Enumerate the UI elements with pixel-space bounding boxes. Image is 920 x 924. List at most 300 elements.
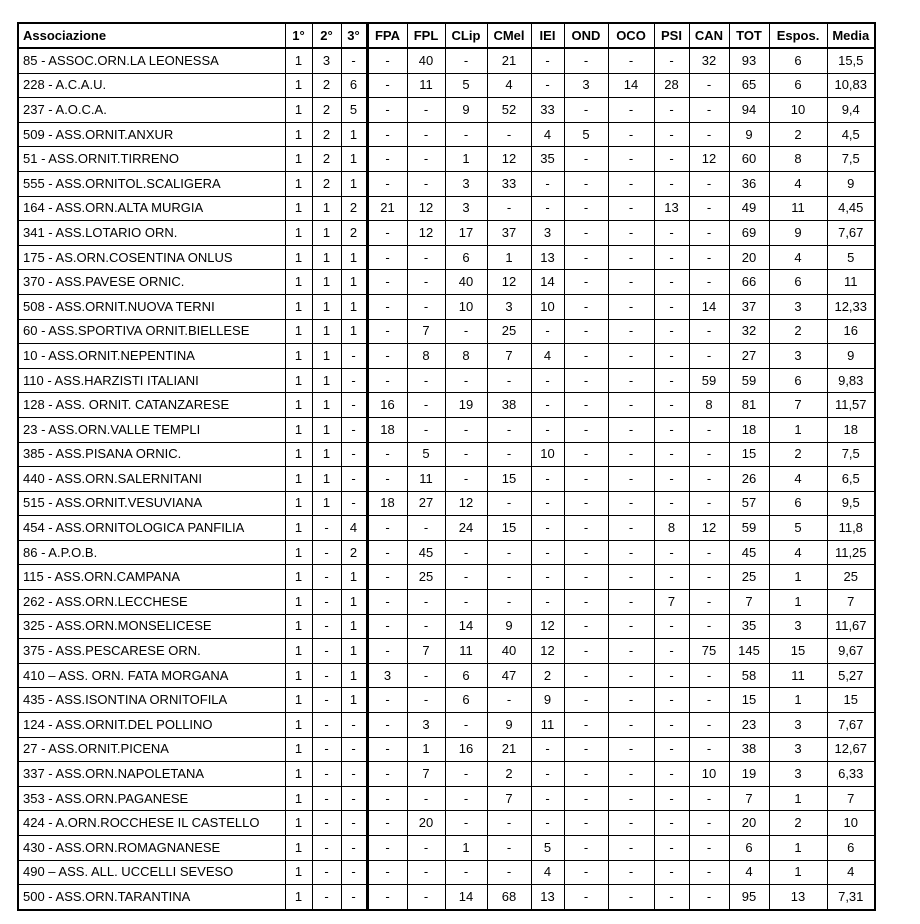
value-cell: - (689, 467, 729, 492)
value-cell: - (608, 417, 654, 442)
value-cell: 7 (407, 639, 445, 664)
value-cell: - (531, 368, 564, 393)
value-cell: - (608, 48, 654, 73)
value-cell: - (367, 590, 407, 615)
value-cell: - (654, 147, 689, 172)
value-cell: - (608, 786, 654, 811)
value-cell: - (689, 344, 729, 369)
value-cell: - (608, 221, 654, 246)
value-cell: - (654, 442, 689, 467)
value-cell: 1 (285, 48, 312, 73)
table-row (18, 48, 875, 73)
value-cell: 13 (654, 196, 689, 221)
value-cell: - (341, 344, 367, 369)
value-cell: - (445, 590, 487, 615)
value-cell: - (608, 885, 654, 910)
value-cell: - (564, 516, 608, 541)
value-cell: - (654, 540, 689, 565)
value-cell: - (407, 147, 445, 172)
value-cell: - (531, 491, 564, 516)
value-cell: 4,45 (827, 196, 875, 221)
value-cell: - (654, 344, 689, 369)
value-cell: - (608, 393, 654, 418)
value-cell: 1 (285, 442, 312, 467)
column-header: FPA (367, 23, 407, 48)
value-cell: 1 (341, 270, 367, 295)
value-cell: - (367, 171, 407, 196)
value-cell: - (407, 171, 445, 196)
value-cell: 5 (407, 442, 445, 467)
value-cell: - (654, 368, 689, 393)
value-cell: - (608, 688, 654, 713)
value-cell: - (564, 344, 608, 369)
value-cell: 1 (312, 319, 341, 344)
value-cell: 12 (487, 270, 531, 295)
value-cell: - (341, 762, 367, 787)
value-cell: - (312, 688, 341, 713)
value-cell: - (407, 393, 445, 418)
value-cell: - (608, 491, 654, 516)
value-cell: 4 (531, 122, 564, 147)
value-cell: - (564, 319, 608, 344)
value-cell: 2 (769, 319, 827, 344)
value-cell: - (531, 417, 564, 442)
value-cell: - (312, 762, 341, 787)
value-cell: 38 (729, 737, 769, 762)
value-cell: 58 (729, 663, 769, 688)
value-cell: - (689, 885, 729, 910)
value-cell: - (564, 417, 608, 442)
value-cell: - (608, 860, 654, 885)
value-cell: - (487, 122, 531, 147)
value-cell: - (654, 639, 689, 664)
value-cell: 9 (769, 221, 827, 246)
value-cell: 1 (285, 737, 312, 762)
association-name-cell: 410 – ASS. ORN. FATA MORGANA (18, 663, 285, 688)
value-cell: - (564, 786, 608, 811)
value-cell: - (564, 467, 608, 492)
value-cell: 2 (312, 171, 341, 196)
value-cell: - (608, 270, 654, 295)
value-cell: 8 (769, 147, 827, 172)
value-cell: 1 (285, 245, 312, 270)
value-cell: 1 (445, 147, 487, 172)
value-cell: - (654, 467, 689, 492)
value-cell: 1 (312, 221, 341, 246)
value-cell: - (407, 294, 445, 319)
value-cell: - (564, 171, 608, 196)
value-cell: - (445, 565, 487, 590)
value-cell: 12,33 (827, 294, 875, 319)
value-cell: 2 (312, 147, 341, 172)
value-cell: 11 (769, 196, 827, 221)
value-cell: 10 (769, 98, 827, 123)
value-cell: 3 (367, 663, 407, 688)
value-cell: 66 (729, 270, 769, 295)
value-cell: 1 (285, 540, 312, 565)
value-cell: 7 (827, 786, 875, 811)
value-cell: 10 (445, 294, 487, 319)
value-cell: - (341, 491, 367, 516)
value-cell: - (608, 762, 654, 787)
value-cell: 6 (827, 836, 875, 861)
value-cell: - (564, 196, 608, 221)
value-cell: - (564, 811, 608, 836)
value-cell: - (341, 836, 367, 861)
value-cell: - (689, 786, 729, 811)
value-cell: - (445, 860, 487, 885)
value-cell: 1 (312, 368, 341, 393)
value-cell: 33 (487, 171, 531, 196)
value-cell: 1 (285, 294, 312, 319)
value-cell: 2 (769, 122, 827, 147)
value-cell: 5 (341, 98, 367, 123)
value-cell: - (608, 713, 654, 738)
value-cell: 32 (729, 319, 769, 344)
value-cell: 1 (285, 467, 312, 492)
value-cell: - (564, 663, 608, 688)
value-cell: 2 (312, 73, 341, 98)
value-cell: - (654, 836, 689, 861)
value-cell: 11 (407, 73, 445, 98)
value-cell: - (487, 196, 531, 221)
value-cell: 3 (445, 171, 487, 196)
value-cell: - (445, 762, 487, 787)
table-header-row (18, 23, 875, 48)
value-cell: 1 (285, 417, 312, 442)
value-cell: - (341, 786, 367, 811)
value-cell: - (367, 73, 407, 98)
value-cell: - (608, 467, 654, 492)
table-row (18, 122, 875, 147)
value-cell: 6 (769, 491, 827, 516)
value-cell: - (564, 98, 608, 123)
table-row (18, 467, 875, 492)
value-cell: - (531, 811, 564, 836)
value-cell: 18 (367, 417, 407, 442)
value-cell: - (531, 467, 564, 492)
value-cell: - (564, 885, 608, 910)
value-cell: - (407, 122, 445, 147)
value-cell: 15 (487, 516, 531, 541)
value-cell: 49 (729, 196, 769, 221)
value-cell: 60 (729, 147, 769, 172)
value-cell: - (689, 540, 729, 565)
value-cell: - (407, 614, 445, 639)
value-cell: 12 (531, 614, 564, 639)
value-cell: - (367, 368, 407, 393)
value-cell: 1 (341, 688, 367, 713)
value-cell: - (564, 245, 608, 270)
value-cell: - (689, 270, 729, 295)
value-cell: 1 (312, 417, 341, 442)
value-cell: 1 (285, 344, 312, 369)
value-cell: - (367, 811, 407, 836)
value-cell: 145 (729, 639, 769, 664)
association-name-cell: 60 - ASS.SPORTIVA ORNIT.BIELLESE (18, 319, 285, 344)
value-cell: 1 (769, 860, 827, 885)
value-cell: - (487, 368, 531, 393)
value-cell: - (407, 860, 445, 885)
value-cell: 1 (285, 491, 312, 516)
table-row (18, 98, 875, 123)
value-cell: - (341, 393, 367, 418)
value-cell: 1 (407, 737, 445, 762)
column-header: Associazione (18, 23, 285, 48)
value-cell: - (564, 221, 608, 246)
value-cell: 10 (531, 294, 564, 319)
value-cell: 6 (769, 270, 827, 295)
value-cell: - (608, 122, 654, 147)
value-cell: 9 (531, 688, 564, 713)
results-table (17, 22, 876, 911)
value-cell: 57 (729, 491, 769, 516)
value-cell: 3 (312, 48, 341, 73)
table-row (18, 196, 875, 221)
value-cell: - (608, 368, 654, 393)
association-name-cell: 353 - ASS.ORN.PAGANESE (18, 786, 285, 811)
value-cell: 94 (729, 98, 769, 123)
value-cell: 3 (445, 196, 487, 221)
value-cell: - (407, 688, 445, 713)
value-cell: 33 (531, 98, 564, 123)
value-cell: 1 (285, 221, 312, 246)
value-cell: 21 (367, 196, 407, 221)
value-cell: - (341, 368, 367, 393)
value-cell: 1 (341, 245, 367, 270)
value-cell: 3 (487, 294, 531, 319)
value-cell: 3 (769, 344, 827, 369)
value-cell: - (445, 811, 487, 836)
value-cell: 7 (654, 590, 689, 615)
value-cell: 1 (285, 639, 312, 664)
value-cell: - (367, 540, 407, 565)
value-cell: 15 (729, 442, 769, 467)
value-cell: - (564, 860, 608, 885)
value-cell: 2 (769, 442, 827, 467)
value-cell: 2 (531, 663, 564, 688)
table-row (18, 73, 875, 98)
value-cell: 1 (487, 245, 531, 270)
value-cell: 1 (312, 294, 341, 319)
association-name-cell: 86 - A.P.O.B. (18, 540, 285, 565)
table-row (18, 171, 875, 196)
value-cell: - (341, 48, 367, 73)
value-cell: - (367, 565, 407, 590)
value-cell: - (564, 737, 608, 762)
value-cell: 14 (608, 73, 654, 98)
value-cell: - (564, 762, 608, 787)
value-cell: - (341, 417, 367, 442)
value-cell: 1 (285, 368, 312, 393)
value-cell: - (564, 147, 608, 172)
value-cell: - (445, 368, 487, 393)
value-cell: - (445, 713, 487, 738)
value-cell: 45 (729, 540, 769, 565)
column-header: FPL (407, 23, 445, 48)
value-cell: 19 (445, 393, 487, 418)
value-cell: 1 (769, 417, 827, 442)
value-cell: - (654, 48, 689, 73)
value-cell: - (367, 98, 407, 123)
value-cell: - (407, 836, 445, 861)
association-name-cell: 508 - ASS.ORNIT.NUOVA TERNI (18, 294, 285, 319)
value-cell: 59 (689, 368, 729, 393)
value-cell: - (654, 762, 689, 787)
value-cell: 12 (689, 147, 729, 172)
value-cell: 1 (285, 147, 312, 172)
value-cell: 6 (341, 73, 367, 98)
association-name-cell: 500 - ASS.ORN.TARANTINA (18, 885, 285, 910)
value-cell: - (487, 442, 531, 467)
value-cell: 19 (729, 762, 769, 787)
value-cell: 4 (769, 245, 827, 270)
value-cell: - (367, 467, 407, 492)
value-cell: 9 (729, 122, 769, 147)
value-cell: 2 (341, 540, 367, 565)
value-cell: - (608, 540, 654, 565)
value-cell: 5,27 (827, 663, 875, 688)
column-header: 3° (341, 23, 367, 48)
value-cell: 3 (769, 294, 827, 319)
value-cell: 40 (487, 639, 531, 664)
value-cell: 1 (341, 122, 367, 147)
value-cell: - (654, 565, 689, 590)
value-cell: - (367, 221, 407, 246)
value-cell: 9 (487, 713, 531, 738)
table-row (18, 147, 875, 172)
value-cell: - (564, 442, 608, 467)
value-cell: 1 (285, 171, 312, 196)
value-cell: - (487, 836, 531, 861)
association-name-cell: 435 - ASS.ISONTINA ORNITOFILA (18, 688, 285, 713)
value-cell: 1 (285, 196, 312, 221)
association-name-cell: 454 - ASS.ORNITOLOGICA PANFILIA (18, 516, 285, 541)
value-cell: 5 (531, 836, 564, 861)
column-header: OCO (608, 23, 654, 48)
value-cell: 1 (445, 836, 487, 861)
value-cell: - (312, 786, 341, 811)
table-row (18, 639, 875, 664)
value-cell: - (312, 737, 341, 762)
value-cell: - (654, 860, 689, 885)
table-row (18, 393, 875, 418)
value-cell: 2 (341, 221, 367, 246)
value-cell: - (689, 73, 729, 98)
value-cell: - (608, 639, 654, 664)
value-cell: - (531, 540, 564, 565)
value-cell: - (312, 836, 341, 861)
value-cell: 37 (487, 221, 531, 246)
value-cell: 16 (367, 393, 407, 418)
association-name-cell: 124 - ASS.ORNIT.DEL POLLINO (18, 713, 285, 738)
value-cell: 9,67 (827, 639, 875, 664)
value-cell: 1 (285, 98, 312, 123)
value-cell: 20 (729, 811, 769, 836)
value-cell: - (531, 737, 564, 762)
value-cell: 7 (407, 319, 445, 344)
value-cell: - (312, 565, 341, 590)
column-header: 2° (312, 23, 341, 48)
value-cell: - (608, 663, 654, 688)
value-cell: - (531, 590, 564, 615)
value-cell: - (367, 147, 407, 172)
value-cell: - (608, 516, 654, 541)
value-cell: - (312, 860, 341, 885)
value-cell: 11 (445, 639, 487, 664)
value-cell: - (487, 491, 531, 516)
value-cell: - (689, 417, 729, 442)
value-cell: - (445, 417, 487, 442)
value-cell: 40 (407, 48, 445, 73)
value-cell: - (689, 221, 729, 246)
value-cell: 4 (769, 467, 827, 492)
value-cell: - (312, 540, 341, 565)
value-cell: - (564, 614, 608, 639)
table-row (18, 540, 875, 565)
table-row (18, 294, 875, 319)
value-cell: - (312, 811, 341, 836)
value-cell: 11 (769, 663, 827, 688)
association-name-cell: 115 - ASS.ORN.CAMPANA (18, 565, 285, 590)
value-cell: 15 (827, 688, 875, 713)
value-cell: 12,67 (827, 737, 875, 762)
value-cell: - (564, 393, 608, 418)
value-cell: 1 (341, 663, 367, 688)
value-cell: - (487, 860, 531, 885)
value-cell: - (407, 590, 445, 615)
value-cell: - (608, 614, 654, 639)
value-cell: 6 (445, 688, 487, 713)
value-cell: 1 (341, 147, 367, 172)
value-cell: - (689, 836, 729, 861)
value-cell: 3 (769, 737, 827, 762)
value-cell: 9 (827, 344, 875, 369)
value-cell: 12 (487, 147, 531, 172)
value-cell: 1 (285, 73, 312, 98)
value-cell: - (531, 565, 564, 590)
value-cell: - (367, 614, 407, 639)
value-cell: 59 (729, 516, 769, 541)
value-cell: 15,5 (827, 48, 875, 73)
value-cell: 9,83 (827, 368, 875, 393)
column-header: PSI (654, 23, 689, 48)
value-cell: - (689, 171, 729, 196)
value-cell: 6,33 (827, 762, 875, 787)
value-cell: - (341, 467, 367, 492)
value-cell: 14 (445, 885, 487, 910)
value-cell: 11 (531, 713, 564, 738)
value-cell: - (689, 713, 729, 738)
value-cell: 14 (445, 614, 487, 639)
value-cell: - (608, 590, 654, 615)
table-row (18, 270, 875, 295)
value-cell: 14 (531, 270, 564, 295)
column-header: CLip (445, 23, 487, 48)
association-name-cell: 515 - ASS.ORNIT.VESUVIANA (18, 491, 285, 516)
value-cell: 10 (531, 442, 564, 467)
value-cell: - (564, 294, 608, 319)
value-cell: 10 (689, 762, 729, 787)
table-row (18, 688, 875, 713)
value-cell: 1 (285, 860, 312, 885)
value-cell: 4 (729, 860, 769, 885)
value-cell: 7,31 (827, 885, 875, 910)
value-cell: - (531, 516, 564, 541)
value-cell: - (367, 245, 407, 270)
value-cell: - (341, 737, 367, 762)
table-row (18, 663, 875, 688)
